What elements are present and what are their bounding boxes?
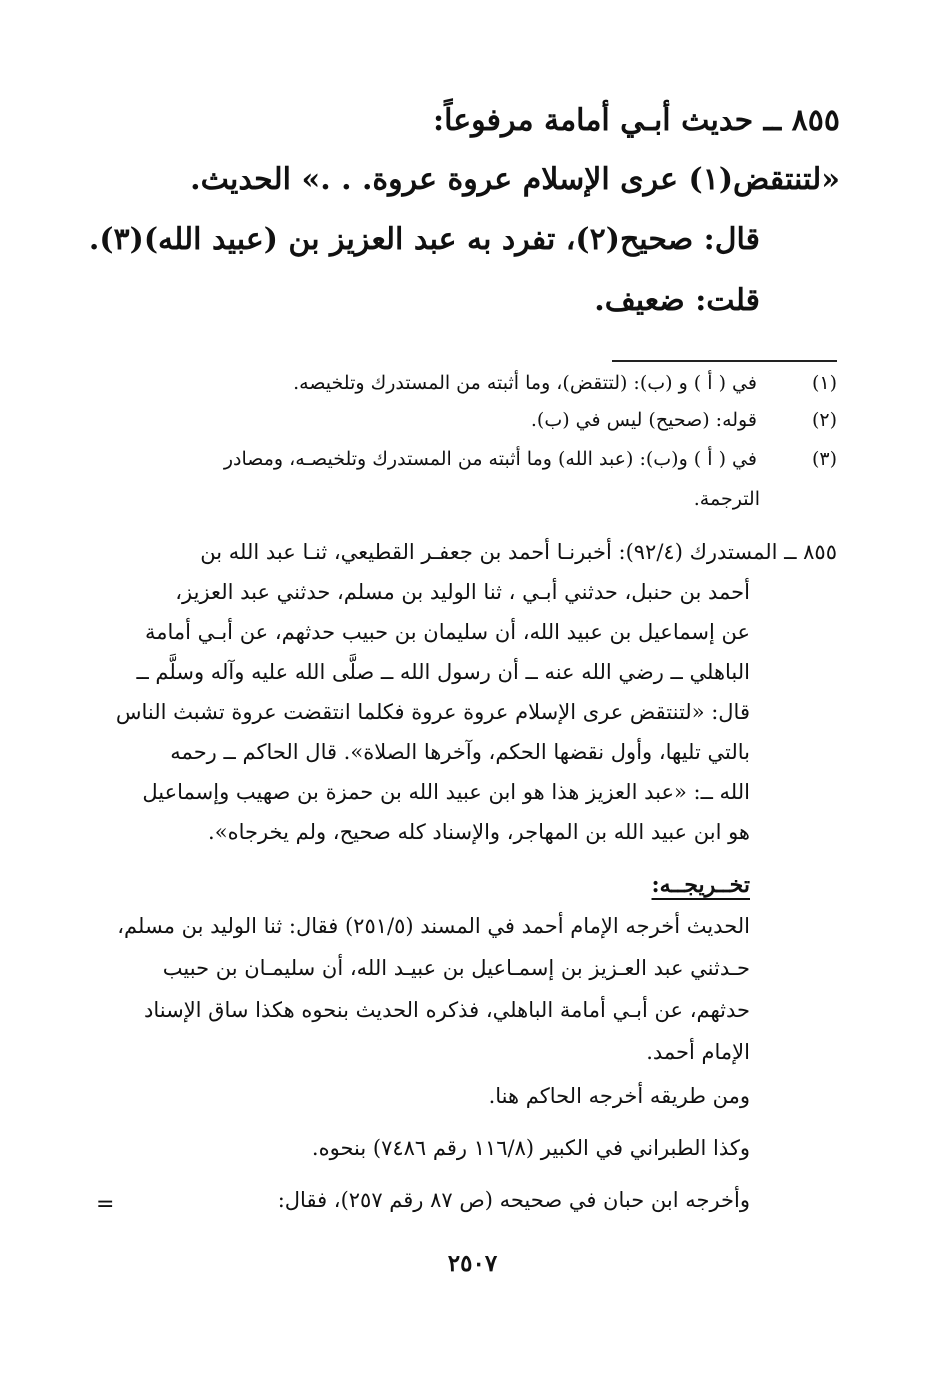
page-number: ٢٥٠٧	[447, 1250, 498, 1277]
body-line-4: الباهلي ــ رضي الله عنه ــ أن رسول الله ــ صلَّى الله عليه وآله وسلَّم ــ	[136, 660, 750, 684]
takhrij-line-2: حـدثني عبد العـزيز بن إسمـاعيل بن عبيـد الله، أن سليمـان بن حبيب	[162, 956, 750, 980]
hadith-heading: ٨٥٥ ــ حديث أبـي أمامة مرفوعاً:	[433, 103, 840, 138]
author-verdict: قلت: ضعيف.	[594, 283, 760, 318]
body-line-1: ٨٥٥ ــ المستدرك (٩٢/٤): أخبرنـا أحمد بن جعفـر القطيعي، ثنـا عبد الله بن	[200, 540, 837, 564]
footnote-3-cont: الترجمة.	[693, 488, 760, 510]
takhrij-line-3: حدثهم، عن أبـي أمامة الباهلي، فذكره الحديث بنحوه هكذا ساق الإسناد	[144, 998, 750, 1022]
footnote-number: (١)	[811, 372, 837, 394]
takhrij-para-2: ومن طريقه أخرجه الحاكم هنا.	[488, 1084, 750, 1108]
body-line-7: الله ــ: «عبد العزيز هذا هو ابن عبيد الله بن حمزة بن صهيب وإسماعيل	[142, 780, 750, 804]
footnote-number: (٢)	[811, 409, 837, 431]
body-line-3: عن إسماعيل بن عبيد الله، أن سليمان بن حبيب حدثهم، عن أبـي أمامة	[145, 620, 750, 644]
footnote-text: في ( أ ) و (ب): (لتتقض)، وما أثبته من المستدرك وتلخيصه.	[293, 372, 757, 394]
footnote-separator	[612, 360, 837, 362]
takhrij-line-1: الحديث أخرجه الإمام أحمد في المسند (٢٥١/٥) فقال: ثنا الوليد بن مسلم،	[117, 914, 750, 938]
footnote-2	[531, 409, 837, 431]
footnote-3	[224, 448, 837, 470]
body-line-5: قال: «لتنتقض عرى الإسلام عروة عروة فكلما انتقضت عروة تشبث الناس	[115, 700, 750, 724]
takhrij-para-3: وكذا الطبراني في الكبير (١١٦/٨ رقم ٧٤٨٦) بنحوه.	[311, 1136, 750, 1160]
takhrij-para-4: وأخرجه ابن حبان في صحيحه (ص ٨٧ رقم ٢٥٧)، فقال:	[277, 1188, 750, 1212]
hakim-verdict: قال: صحيح(٢)، تفرد به عبد العزيز بن (عبيد الله)(٣).	[88, 222, 760, 257]
takhrij-title: تخــريجــه:	[651, 872, 750, 898]
takhrij-line-4: الإمام أحمد.	[646, 1040, 750, 1064]
hadith-quote: «لتنتقض(١) عرى الإسلام عروة عروة. . .» الحديث.	[190, 162, 840, 197]
body-line-8: هو ابن عبيد الله بن المهاجر، والإسناد كله صحيح، ولم يخرجاه».	[208, 820, 750, 844]
body-line-2: أحمد بن حنبل، حدثني أبـي ، ثنا الوليد بن مسلم، حدثني عبد العزيز،	[175, 580, 750, 604]
footnote-number: (٣)	[811, 448, 837, 470]
footnote-text: في ( أ ) و(ب): (عبد الله) وما أثبته من المستدرك وتلخيصـه، ومصادر	[223, 448, 757, 470]
footnote-1	[293, 372, 837, 394]
body-line-6: بالتي تليها، وأول نقضها الحكم، وآخرها الصلاة». قال الحاكم ــ رحمه	[170, 740, 750, 764]
footnote-text: قوله: (صحيح) ليس في (ب).	[530, 409, 757, 431]
continuation-mark: =	[96, 1192, 115, 1217]
